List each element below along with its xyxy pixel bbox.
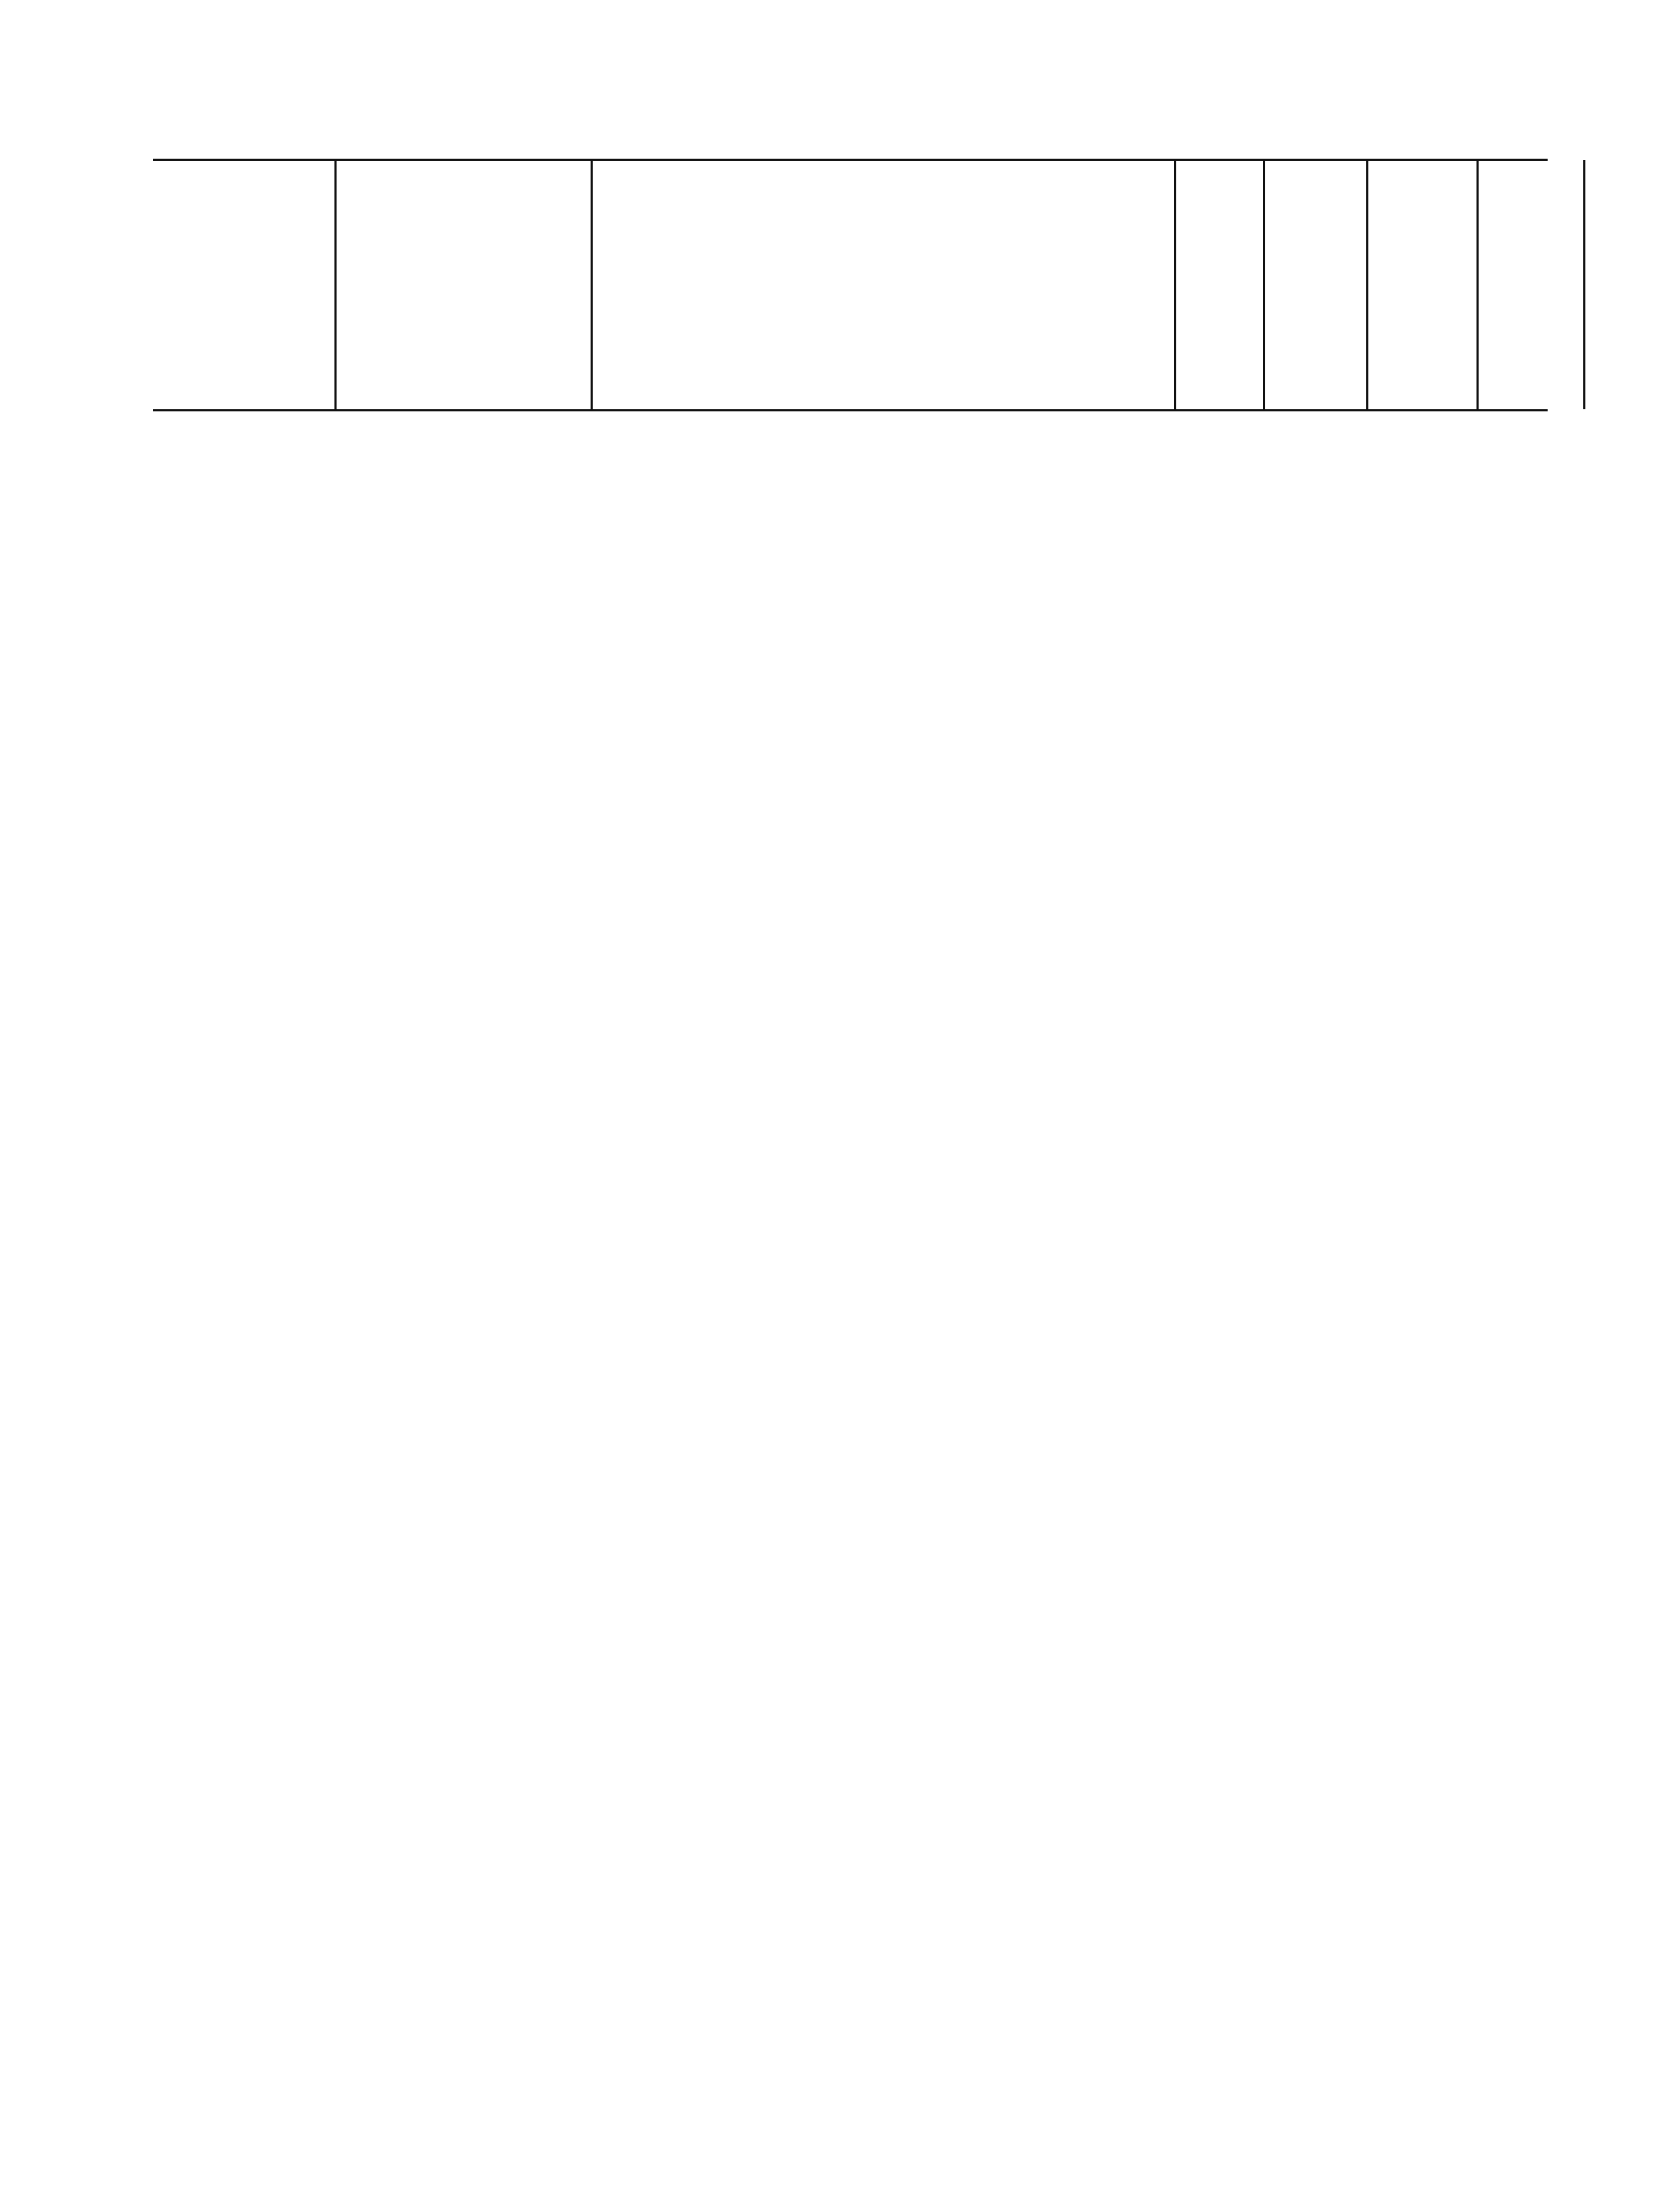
header-avg-text xyxy=(1245,290,1316,517)
header-coef-text xyxy=(1460,290,1531,517)
table-header xyxy=(153,160,1548,411)
header-kr-text xyxy=(1351,290,1422,517)
header-code xyxy=(153,160,334,409)
header-totr xyxy=(1583,160,1680,409)
header-designation xyxy=(334,160,591,409)
header-totr-text xyxy=(1567,290,1638,517)
header-name xyxy=(591,160,1174,409)
header-qty-text xyxy=(1148,290,1220,517)
